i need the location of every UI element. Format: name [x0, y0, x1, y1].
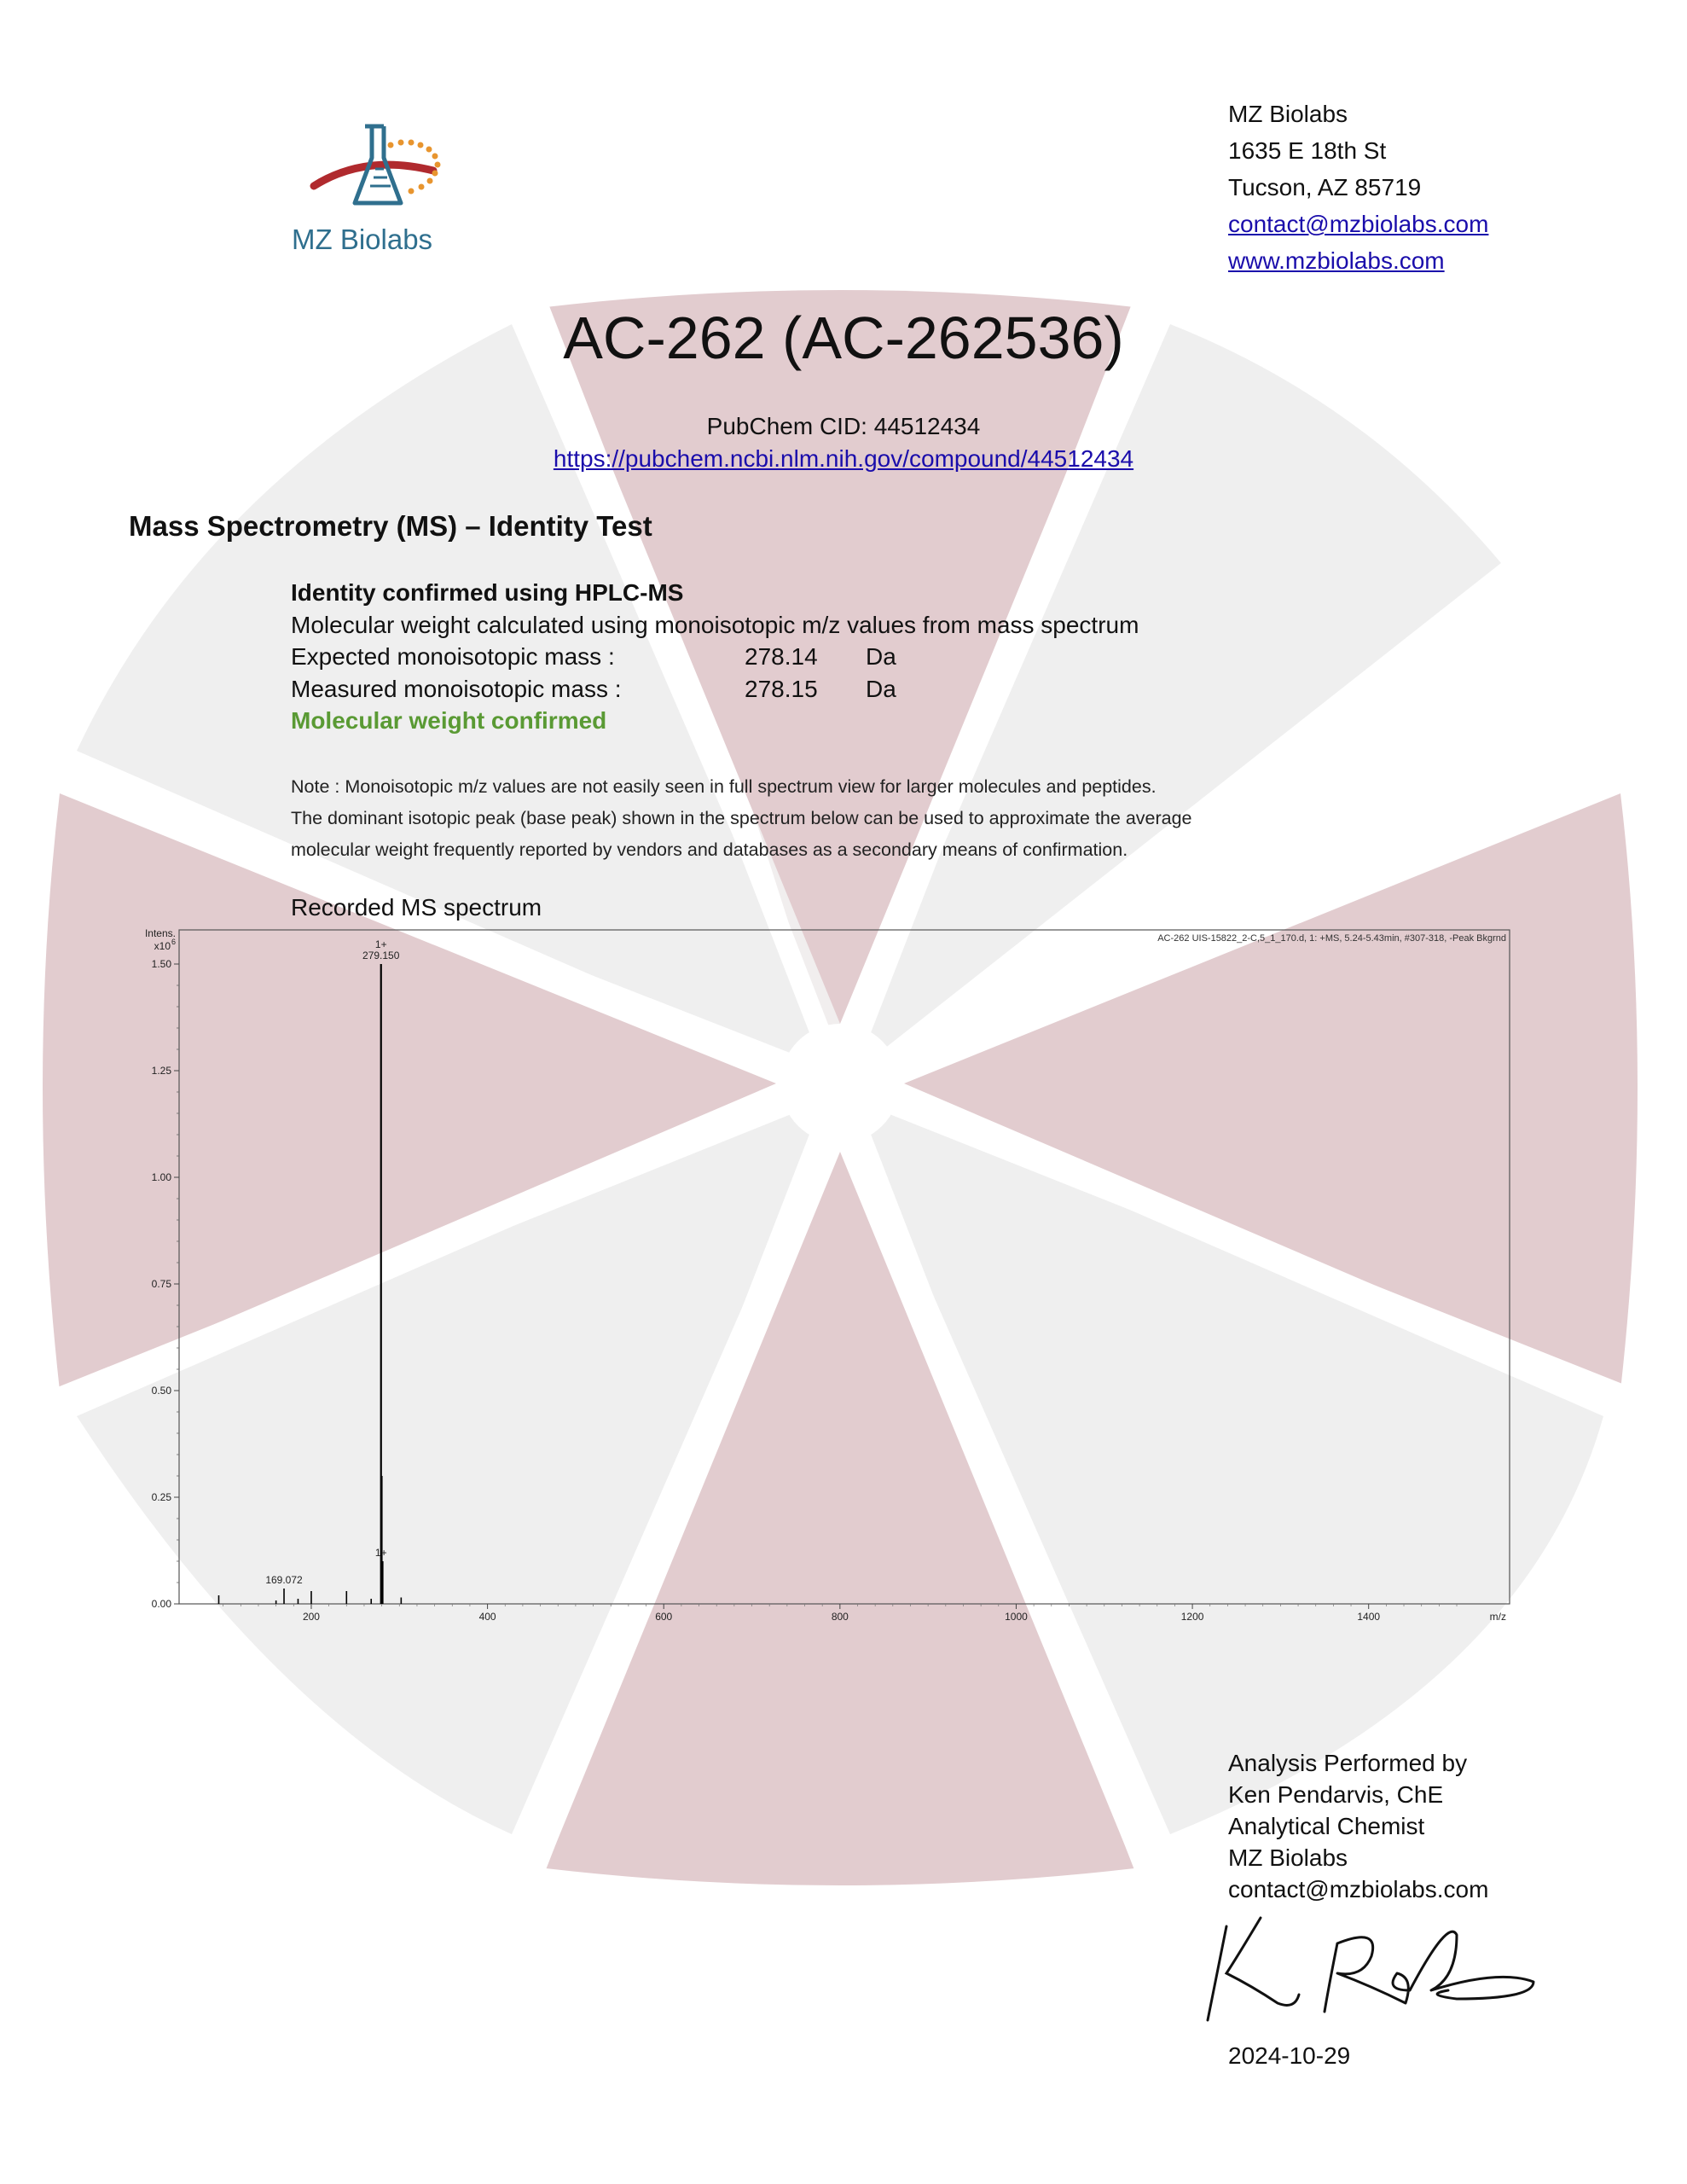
identity-block	[291, 577, 1139, 737]
address-line: 1635 E 18th St	[1228, 137, 1387, 164]
x-tick-label: 400	[478, 1611, 496, 1621]
y-axis-scale-exponent: 6	[171, 938, 176, 946]
note-line: Note : Monoisotopic m/z values are not easily seen in full spectrum view for larger molecules and peptides.	[291, 776, 1157, 797]
analysis-line: Analytical Chemist	[1228, 1813, 1425, 1839]
expected-mass-unit: Da	[866, 643, 896, 670]
expected-mass-value: 278.14	[745, 643, 818, 670]
measured-mass-value: 278.15	[745, 675, 818, 702]
company-email-link[interactable]: contact@mzbiolabs.com	[1228, 211, 1489, 237]
identity-title: Identity confirmed using HPLC-MS	[291, 579, 684, 606]
x-tick-label: 1200	[1180, 1611, 1204, 1621]
document-title: AC-262 (AC-262536)	[563, 305, 1124, 371]
peak-label: 1+	[374, 1547, 387, 1559]
x-tick-label: 1000	[1005, 1611, 1028, 1621]
chart-title: AC-262 UIS-15822_2-C,5_1_170.d, 1: +MS, 5.24-5.43min, #307-318, -Peak Bkgrnd	[1157, 933, 1506, 944]
expected-mass-row	[291, 641, 1139, 673]
measured-mass-row	[291, 673, 1139, 706]
y-axis-scale: x10	[154, 940, 171, 952]
y-tick-label: 1.25	[151, 1065, 171, 1077]
peak-label: 1+	[374, 938, 387, 950]
pubchem-link[interactable]: https://pubchem.ncbi.nlm.nih.gov/compound/44512434	[553, 445, 1134, 472]
peak-label: 169.072	[265, 1574, 303, 1586]
note-line: The dominant isotopic peak (base peak) shown in the spectrum below can be used to approximate the average	[291, 808, 1192, 828]
analysis-block	[1228, 1747, 1488, 1905]
peak-label: 279.150	[362, 950, 400, 961]
x-tick-label: 200	[302, 1611, 320, 1621]
y-axis-label: Intens.	[144, 927, 176, 939]
y-tick-label: 0.00	[151, 1598, 171, 1610]
signature-date: 2024-10-29	[1228, 2042, 1351, 2069]
x-tick-label: 800	[831, 1611, 849, 1621]
measured-mass-unit: Da	[866, 675, 896, 702]
method-text: Molecular weight calculated using monoisotopic m/z values from mass spectrum	[291, 611, 1139, 638]
measured-mass-label: Measured monoisotopic mass :	[291, 675, 622, 702]
y-tick-label: 1.50	[151, 958, 171, 970]
analysis-line: Analysis Performed by	[1228, 1750, 1468, 1776]
analysis-line: Ken Pendarvis, ChE	[1228, 1781, 1444, 1808]
mz-biolabs-logo	[305, 119, 450, 230]
address-line: Tucson, AZ 85719	[1228, 174, 1422, 200]
expected-mass-label: Expected monoisotopic mass :	[291, 643, 615, 670]
company-website-link[interactable]: www.mzbiolabs.com	[1228, 247, 1445, 274]
section-heading: Mass Spectrometry (MS) – Identity Test	[129, 510, 652, 542]
confirmation-text: Molecular weight confirmed	[291, 707, 607, 734]
pubchem-cid: PubChem CID: 44512434	[706, 413, 981, 439]
spectrum-label: Recorded MS spectrum	[291, 894, 542, 921]
plot-frame	[179, 930, 1510, 1604]
note-line: molecular weight frequently reported by vendors and databases as a secondary means of confirmation.	[291, 839, 1128, 860]
analysis-line: MZ Biolabs	[1228, 1844, 1348, 1871]
company-address	[1228, 96, 1488, 279]
analysis-line: contact@mzbiolabs.com	[1228, 1876, 1489, 1902]
y-tick-label: 0.75	[151, 1278, 171, 1290]
ms-spectrum-chart	[128, 921, 1518, 1621]
signature	[1201, 1909, 1551, 2037]
logo-text: MZ Biolabs	[292, 224, 433, 255]
y-tick-label: 0.25	[151, 1491, 171, 1503]
address-line: MZ Biolabs	[1228, 101, 1348, 127]
y-tick-label: 1.00	[151, 1171, 171, 1183]
x-axis-label: m/z	[1489, 1611, 1506, 1621]
x-tick-label: 1400	[1357, 1611, 1381, 1621]
x-tick-label: 600	[655, 1611, 673, 1621]
note	[291, 771, 1192, 866]
y-tick-label: 0.50	[151, 1385, 171, 1397]
